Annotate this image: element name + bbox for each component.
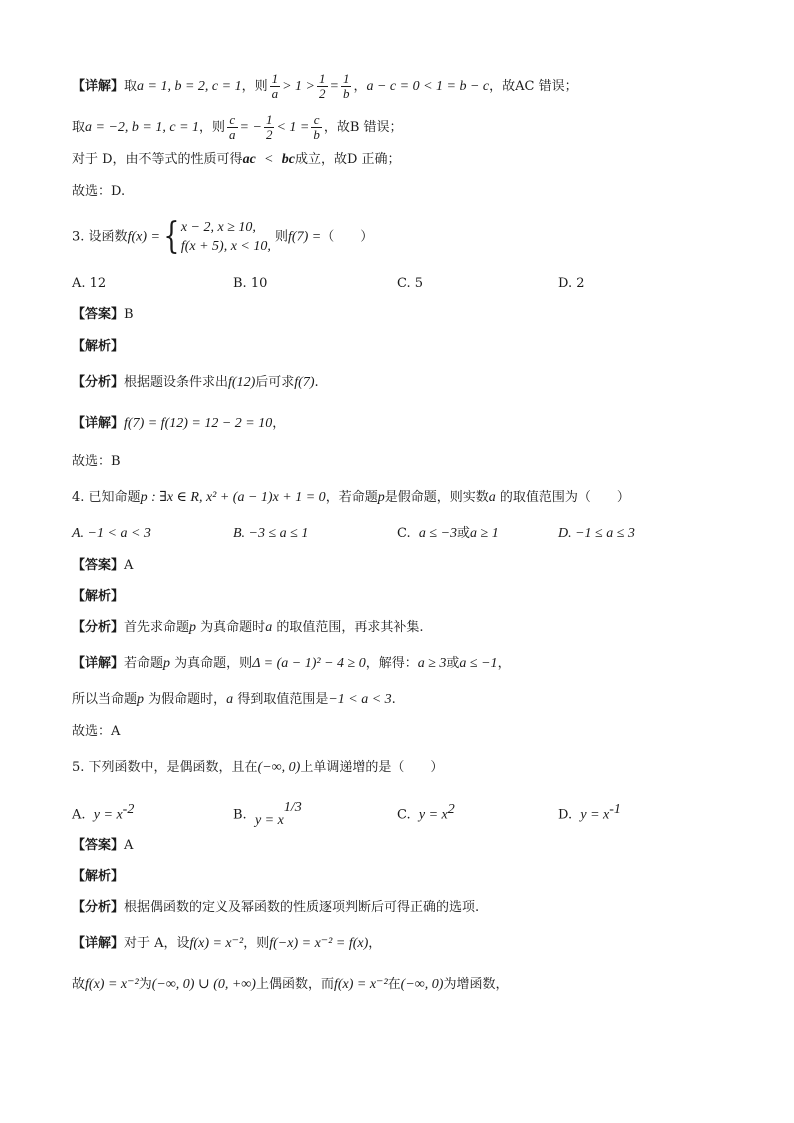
fraction: $\frac{1}{2}$ [265,112,273,142]
question-4: 4. 已知命题p : ∃x ∈ R, x² + (a − 1)x + 1 = 0，若命题p是假命题，则实数a 的取值范围为（ ） [72,490,630,505]
analysis-line: 【分析】根据题设条件求出f(12)后可求f(7). [72,375,319,390]
detail-line: 【详解】对于 A，设f(x) = x⁻²，则f(−x) = x⁻² = f(x)， [72,936,382,951]
answer-choice-line: 故选：D. [72,184,126,199]
detail-line: 【详解】若命题p 为真命题，则Δ = (a − 1)² − 4 ≥ 0，解得：a ≥ 3或a ≤ −1， [72,656,511,671]
answer-line: 【答案】A [72,558,134,573]
analysis-heading: 【解析】 [72,339,125,354]
analysis-line: 【分析】根据偶函数的定义及幂函数的性质逐项判断后可得正确的选项. [72,900,480,915]
answer-choice-line: 故选：B [72,454,121,469]
detail-line: 【详解】f(7) = f(12) = 12 − 2 = 10， [72,416,286,431]
analysis-line: 【分析】首先求命题p 为真命题时a 的取值范围，再求其补集. [72,620,424,635]
question-5: 5. 下列函数中，是偶函数，且在(−∞, 0)上单调递增的是（ ） [72,760,444,775]
option-d: D. −1 ≤ a ≤ 3 [558,526,635,541]
fraction: $\frac{c}{b}$ [313,112,320,142]
fraction: $\frac{1}{2}$ [319,71,326,101]
fraction: $\frac{c}{a}$ [229,112,236,142]
option-c: C. a ≤ −3或a ≥ 1 [397,526,499,541]
detail-line-3: 对于 D，由不等式的性质可得ac < bc成立，故D 正确； [72,152,401,167]
question-3: 3. 设函数f(x) ={ x − 2, x ≥ 10, f(x + 5), x < 10, 则f(7) =（ ） [72,216,374,257]
option-a: A. 12 [72,276,107,291]
answer-choice-line: 故选：A [72,724,121,739]
option-b: B. $y = x^{1/3}$ [233,800,302,829]
analysis-heading: 【解析】 [72,869,125,884]
piecewise-cases: x − 2, x ≥ 10, f(x + 5), x < 10, [180,220,271,254]
analysis-heading: 【解析】 [72,589,125,604]
option-a: A. −1 < a < 3 [72,526,151,541]
answer-line: 【答案】B [72,307,134,322]
detail-line-continued: 故f(x) = x⁻²为(−∞, 0) ∪ (0, +∞)上偶函数，而f(x) = x⁻²在(−∞, 0)为增函数， [72,977,509,992]
fraction: $\frac{1}{b}$ [342,71,350,101]
answer-line: 【答案】A [72,838,134,853]
option-c: C. 5 [397,276,424,291]
option-d: D. 2 [558,276,585,291]
option-b: B. 10 [233,276,268,291]
detail-tag: 【详解】 [72,79,125,94]
fraction: $\frac{1}{a}$ [271,71,279,101]
detail-line-1: 【详解】取a = 1, b = 2, c = 1，则 $\frac{1}{a}$ > 1 > $\frac{1}{2}$ = $\frac{1}{b}$ ，a − c = 0 < 1 = b − c，故AC 错误； [72,71,578,101]
option-a: A. $y = x^{-2}$ [72,802,135,823]
brace-symbol: { [163,216,180,257]
option-c: C. $y = x^2$ [397,802,455,823]
detail-line-2: 取a = −2, b = 1, c = 1，则 $\frac{c}{a}$ = − $\frac{1}{2}$ < 1 = $\frac{c}{b}$ ，故B 错误； [72,112,403,142]
option-d: D. $y = x^{-1}$ [558,802,621,823]
option-b: B. −3 ≤ a ≤ 1 [233,526,309,541]
conclusion-line: 所以当命题p 为假命题时，a 得到取值范围是−1 < a < 3. [72,692,396,707]
